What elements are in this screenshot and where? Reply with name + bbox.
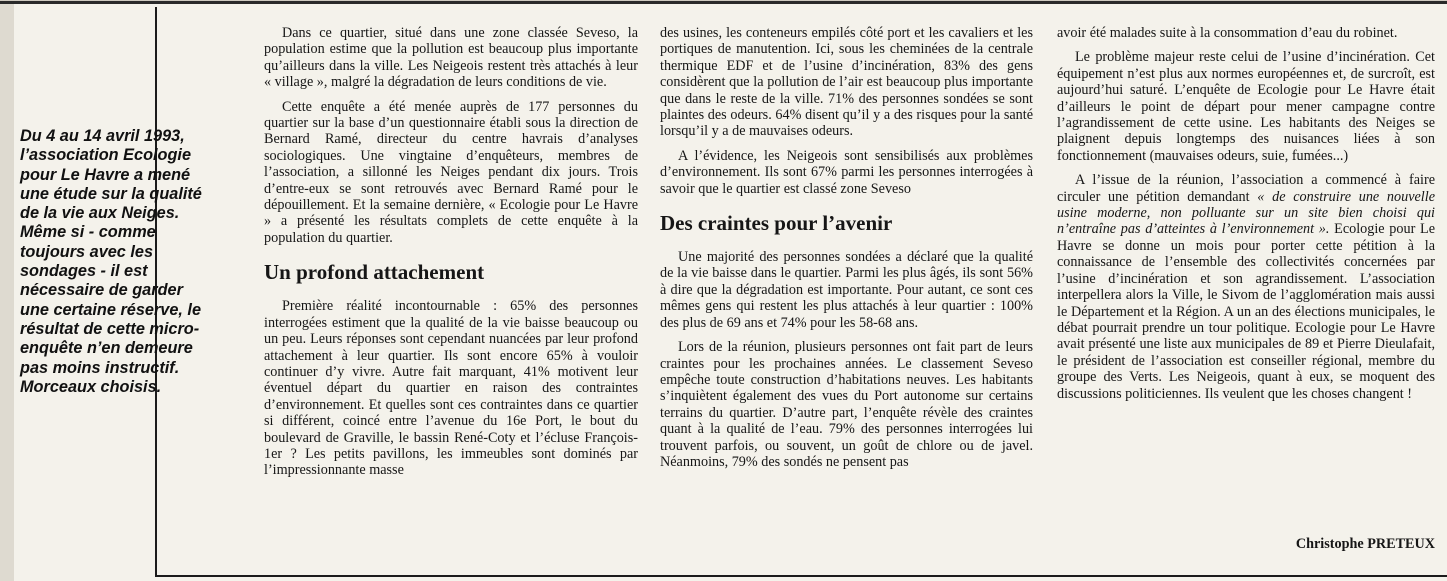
- paragraph: Première réalité incontournable : 65% des personnes interrogées estiment que la qualité de la vie baisse beaucoup ou un peu. Leurs réponses sont cependant nuancées par leur profond attachement à leur quartier. Ils sont encore 65% à vouloir continuer d’y vivre. Autre fait marquant, 41% motivent leur éventuel départ du quartier en raison des contraintes d’environnement. Et quelles sont ces contraintes dans ce quartier si différent, coincé entre l’avenue du 16e Port, le bout du boulevard de Graville, le bassin René-Coty et l’écluse François-1er ? Les petits pavillons, les immeubles sont dominés par l’impressionnante masse: [264, 298, 638, 479]
- article-column-1: [264, 25, 638, 555]
- bottom-rule: [155, 575, 1447, 577]
- paragraph: des usines, les conteneurs empilés côté port et les cavaliers et les portiques de manutention. Ici, sous les cheminées de la centrale thermique EDF et de l’usine d’incinération, 83% des gens considèrent que la pollution de l’air est beaucoup plus importante que dans le reste de la ville. 71% des personnes sondées se sont plaintes des odeurs. 64% disent qu’il y a des risques pour la santé lorsqu’il y a de mauvaises odeurs.: [660, 25, 1033, 140]
- petition-quote: « de construire une nouvelle usine moderne, non polluante sur un site bien choisi qui n’entraîne pas d’atteintes à l’environnement ».: [1057, 188, 1435, 238]
- subheading: Des craintes pour l’avenir: [660, 211, 893, 236]
- paragraph: [1057, 172, 1435, 402]
- page-edge: [0, 4, 14, 581]
- subheading: Un profond attachement: [264, 260, 485, 285]
- paragraph: Cette enquête a été menée auprès de 177 personnes du quartier sur la base d’un questionnaire établi sous la direction de Bernard Ramé, directeur du centre havrais d’analyses sociologiques. Une vingtaine d’enquêteurs, membres de l’association, a sillonné les Neiges pendant dix jours. Trois d’entre-eux se sont retrouvés avec Bernard Ramé pour le dépouillement. Et la semaine dernière, « Ecologie pour Le Havre » a présenté les résultats complets de cette enquête à la population du quartier.: [264, 98, 638, 246]
- paragraph: avoir été malades suite à la consommation d’eau du robinet.: [1057, 25, 1398, 41]
- text-run: Ecologie pour Le Havre se donne un mois pour porter cette pétition à la connaissance de l’ensemble des collectivités concernées par l’usine d’incinération et son agrandissement. L’association interpellera alors la Ville, le Sivom de l’agglomération mais aussi le Département et la Région. A un an des élections municipales, le débat pourrait prendre un tour politique. Ecologie pour Le Havre avait présenté une liste aux municipales de 89 et Pierre Dieulafait, le président de l’association est conseiller régional, membre du groupe des Verts. Les Neigeois, quant à eux, se moquent des discussions politiciennes. Ils veulent que les choses changent !: [1057, 221, 1435, 402]
- paragraph: Le problème majeur reste celui de l’usine d’incinération. Cet équipement n’est plus aux normes européennes et, de surcroît, est aujourd’hui saturé. L’enquête de Ecologie pour Le Havre était d’ailleurs le point de départ pour mener campagne contre l’agrandissement de cette usine. Les habitants des Neiges se plaignent depuis longtemps des nuisances liées à son fonctionnement (mauvaises odeurs, suie, fumées...): [1057, 49, 1435, 164]
- article-column-3: [1057, 25, 1435, 555]
- paragraph: Lors de la réunion, plusieurs personnes ont fait part de leurs craintes pour les prochaines années. Le classement Seveso empêche toute construction d’habitations neuves. Les habitants s’inquiètent également des vues du Port autonome sur certains terrains du quartier. D’autre part, l’enquête révèle des craintes quant à la qualité de l’eau. 79% des personnes interrogées lui trouvent parfois, ou souvent, un goût de chlore ou de javel. Néanmoins, 79% des sondés ne pensent pas: [660, 339, 1033, 470]
- top-rule: [0, 1, 1447, 4]
- text-run: A l’issue de la réunion, l’association a commencé à faire circuler une pétition demandant: [1057, 172, 1435, 205]
- paragraph: A l’évidence, les Neigeois sont sensibilisés aux problèmes d’environnement. Ils sont 67% parmi les personnes interrogées à savoir que le quartier est classé zone Seveso: [660, 147, 1033, 197]
- paragraph: Dans ce quartier, situé dans une zone classée Seveso, la population estime que la pollution est beaucoup plus importante qu’ailleurs dans la ville. Les Neigeois restent très attachés à leur « village », malgré la dégradation de leurs conditions de vie.: [264, 25, 638, 91]
- paragraph: Une majorité des personnes sondées a déclaré que la qualité de la vie baisse dans le quartier. Parmi les plus âgés, ils sont 56% à dire que la dégradation est importante. Pour autant, ce sont ces mêmes gens qui restent les plus attachés à leur quartier : 100% des plus de 69 ans et 74% pour les 58-68 ans.: [660, 249, 1033, 331]
- author-signature: Christophe PRETEUX: [1295, 536, 1435, 552]
- article-intro: Du 4 au 14 avril 1993, l’association Ecologie pour Le Havre a mené une étude sur la qualité de la vie aux Neiges. Même si - comme toujours avec les sondages - il est nécessaire de garder une certaine réserve, le résultat de cette micro-enquête n’en demeure pas moins instructif. Morceaux choisis.: [20, 127, 202, 396]
- article-column-2: [660, 25, 1033, 555]
